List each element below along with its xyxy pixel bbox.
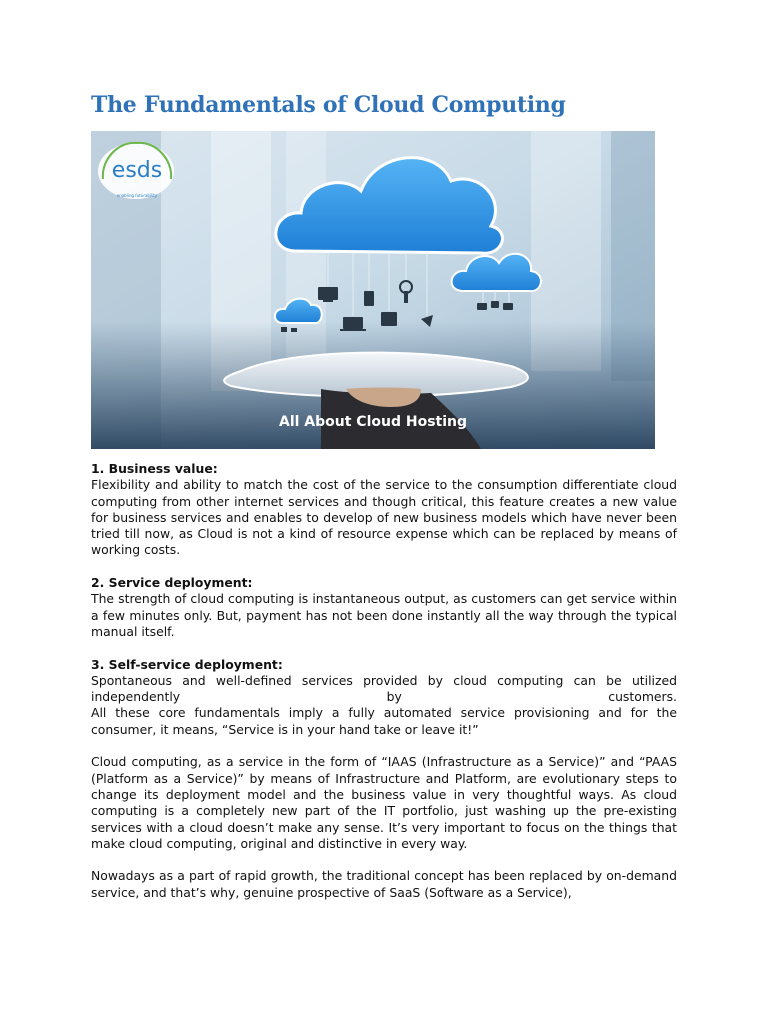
section-heading: 1. Business value: [91, 461, 218, 476]
hero-image [91, 131, 655, 449]
article-body [91, 461, 677, 917]
section-service-deployment [91, 575, 677, 640]
page-title: The Fundamentals of Cloud Computing [91, 92, 566, 118]
section-body: Spontaneous and well-defined services provided by cloud computing can be utilized independently by customers. [91, 672, 677, 705]
esds-logo [98, 143, 174, 199]
hero-caption: All About Cloud Hosting [278, 414, 468, 430]
section-heading: 3. Self-service deployment: [91, 656, 283, 672]
section-self-service-deployment [91, 657, 677, 738]
svg-text:enabling futurability: enabling futurability [116, 193, 158, 198]
paragraph: Cloud computing, as a service in the form of “IAAS (Infrastructure as a Service)” and “PAAS (Platform as a Service)” by means of Infrastructure and Platform, are evolutionary steps to change its deployment model and the business value in very thoughtful ways. As cloud computing is a completely new part of the IT portfolio, just washing up the pre-existing services with a cloud doesn’t make any sense. It’s very important to focus on the things that make cloud computing, original and distinctive in every way. [91, 754, 677, 851]
section-business-value [91, 461, 677, 559]
paragraph: Nowadays as a part of rapid growth, the traditional concept has been replaced by on-demand service, and that’s why, genuine prospective of SaaS (Software as a Service), [91, 868, 677, 900]
svg-text:esds: esds [111, 158, 163, 183]
section-body-continued: All these core fundamentals imply a fully automated service provisioning and for the consumer, it means, “Service is in your hand take or leave it!” [91, 705, 677, 737]
section-body: Flexibility and ability to match the cost of the service to the consumption differentiate cloud computing from other internet services and though critical, this feature creates a new value for business services and enables to develop of new business models which have never been tried till now, as Cloud is not a kind of resource expense which can be replaced by means of working costs. [91, 477, 677, 558]
section-heading: 2. Service deployment: [91, 575, 253, 591]
section-body: The strength of cloud computing is instantaneous output, as customers can get service within a few minutes only. But, payment has not been done instantly all the way through the typical manual itself. [91, 591, 677, 639]
